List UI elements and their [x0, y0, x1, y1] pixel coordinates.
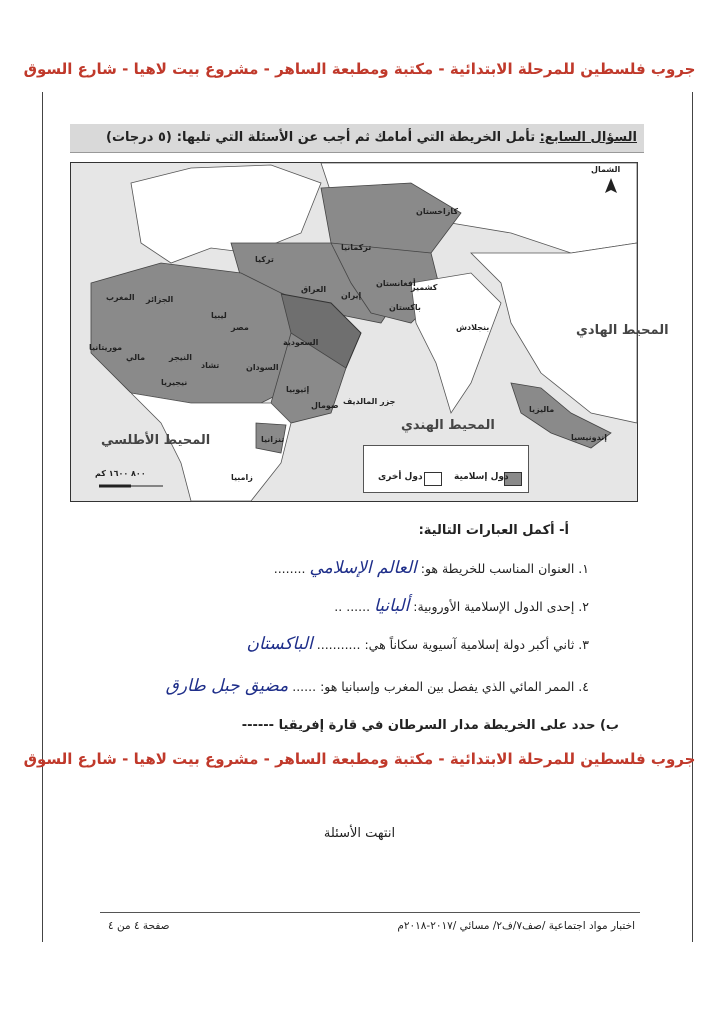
question-number: السؤال السابع: [539, 130, 637, 145]
map-label-niger: النيجر [169, 353, 193, 362]
item-number: ١. [578, 561, 589, 576]
handwritten-answer: ألبانيا [374, 596, 410, 616]
legend-other-swatch [424, 472, 442, 486]
map-label-somalia: صومال [311, 401, 339, 410]
item-number: ٢. [578, 599, 589, 614]
item-prompt: العنوان المناسب للخريطة هو: [420, 561, 575, 576]
item-number: ٤. [578, 679, 589, 694]
part-a-item-3 [247, 634, 590, 654]
part-a-item-4 [166, 676, 589, 696]
handwritten-answer: مضيق جبل طارق [165, 676, 289, 696]
item-prompt: الممر المائي الذي يفصل بين المغرب وإسبانيا هو: [320, 679, 575, 694]
part-a-heading: أ- أكمل العبارات التالية: [418, 523, 569, 538]
answer-dots: ........ [273, 561, 306, 576]
answer-dots: ........... [316, 637, 361, 652]
map-label-libya: ليبيا [211, 311, 227, 320]
item-prompt: ثاني أكبر دولة إسلامية آسيوية سكاناً هي: [364, 637, 575, 652]
handwritten-answer: الباكستان [246, 634, 313, 654]
map-label-zambia: زامبيا [231, 473, 253, 482]
map-label-iraq: العراق [301, 285, 327, 294]
map-label-iran: إيران [341, 291, 362, 300]
atlantic-ocean-label: المحيط الأطلسي [101, 433, 211, 448]
north-label: الشمال [591, 165, 621, 174]
exam-info: اختبار مواد اجتماعية /صف٧/ف٢/ مسائي /٢٠١٧-٢٠١٨م [397, 920, 635, 932]
map-label-sudan: السودان [246, 363, 279, 372]
world-map [70, 162, 669, 502]
legend-other-label: دول أخرى [378, 472, 423, 482]
map-label-chad: تشاد [201, 361, 220, 370]
map-label-algeria: الجزائر [146, 295, 174, 304]
map-label-turkmenistan: تركمانيا [341, 243, 372, 252]
map-label-nigeria: نيجيريا [161, 378, 188, 387]
map-label-pakistan: باكستان [389, 303, 421, 312]
answer-dots: ...... .. [334, 599, 371, 614]
pacific-ocean-label: المحيط الهادي [576, 323, 669, 338]
map-label-malaysia: ماليزيا [529, 405, 555, 414]
map-scale-label: ٨٠٠ ١٦٠٠ كم [95, 469, 146, 478]
legend-islamic-label: دول إسلامية [454, 472, 509, 482]
map-drawing [71, 163, 637, 501]
map-label-saudi: السعودية [283, 338, 319, 347]
map-label-mali: مالي [126, 353, 146, 362]
map-label-bangladesh: بنجلادش [456, 323, 490, 332]
map-label-turkey: تركيا [255, 255, 274, 264]
item-number: ٣. [578, 637, 589, 652]
answer-dots: ...... [292, 679, 317, 694]
map-label-kashmir: كشمير [411, 283, 438, 292]
footer-divider [100, 912, 640, 913]
part-a-item-1 [274, 558, 589, 578]
map-label-ethiopia: إثيوبيا [286, 385, 310, 394]
indian-ocean-label: المحيط الهندي [401, 418, 495, 433]
header-banner: جروب فلسطين للمرحلة الابتدائية - مكتبة ومطبعة الساهر - مشروع بيت لاهيا - شارع السوق [23, 60, 696, 78]
map-label-tanzania: تنزانيا [261, 435, 285, 444]
question-marks: (٥ درجات) [106, 130, 172, 145]
map-label-indonesia: إندونيسيا [571, 433, 608, 442]
map-label-mauritania: موريتانيا [89, 343, 123, 352]
map-label-maldives: جزر المالديف [343, 397, 396, 406]
part-b-question: ب) حدد على الخريطة مدار السرطان في قارة إفريقيا ------ [241, 718, 619, 733]
map-label-egypt: مصر [231, 323, 249, 332]
page-number: صفحة ٤ من ٤ [108, 920, 170, 932]
question-instruction: تأمل الخريطة التي أمامك ثم أجب عن الأسئلة التي تليها: [176, 130, 536, 145]
question-title [177, 130, 637, 145]
footer-banner: جروب فلسطين للمرحلة الابتدائية - مكتبة ومطبعة الساهر - مشروع بيت لاهيا - شارع السوق [23, 750, 696, 768]
map-label-kazakhstan: كازاخستان [416, 207, 459, 216]
item-prompt: إحدى الدول الإسلامية الأوروبية: [413, 599, 575, 614]
end-of-questions: انتهت الأسئلة [323, 826, 396, 841]
handwritten-answer: العالم الإسلامي [309, 558, 417, 578]
map-label-morocco: المغرب [106, 293, 135, 302]
map-label-afghanistan: أفغانستان [376, 279, 416, 288]
part-a-item-2 [334, 596, 589, 616]
map-legend [363, 445, 529, 493]
